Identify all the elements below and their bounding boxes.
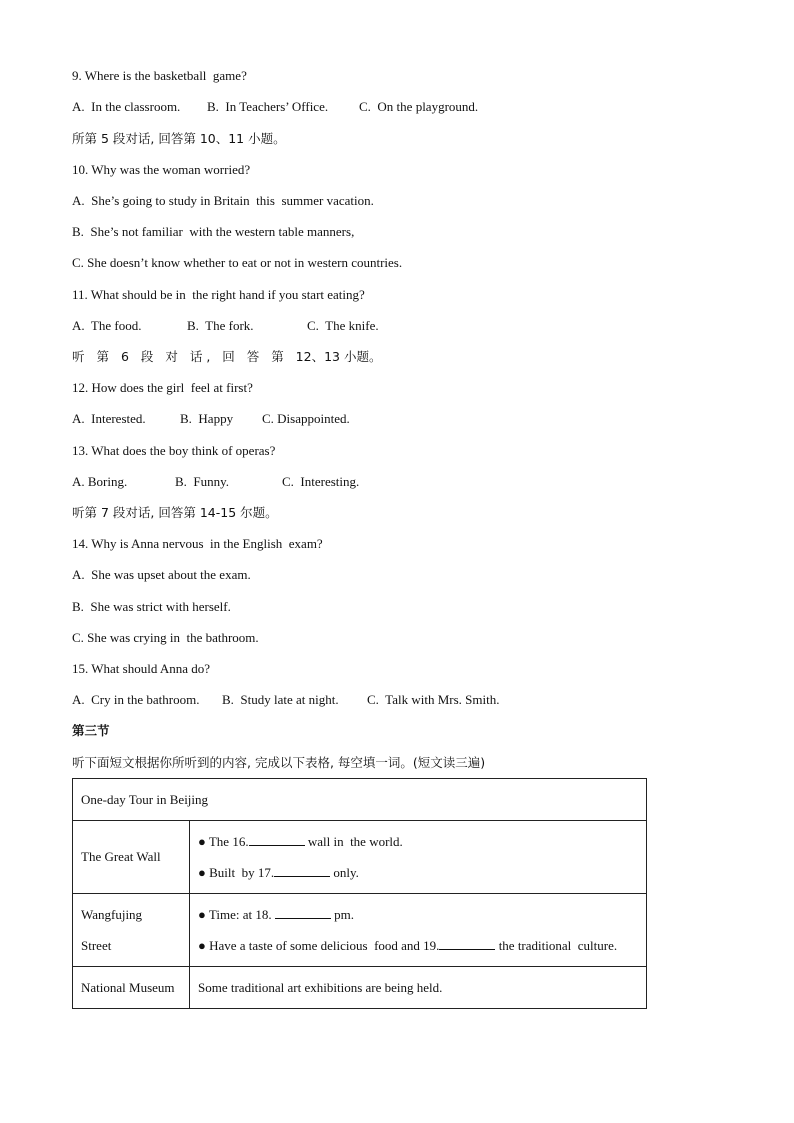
- instruction-dialogue-6-prefix: 听 第 6 段 对 话, 回 答 第: [72, 349, 288, 364]
- wangfujing-label-line-2: Street: [81, 938, 112, 953]
- answer-blank-18[interactable]: [275, 907, 331, 919]
- question-10-stem: 10. Why was the woman worried?: [72, 162, 251, 177]
- question-10-option-a: A. She’s going to study in Britain this summer vacation.: [72, 193, 374, 208]
- table-title: One-day Tour in Beijing: [73, 779, 647, 821]
- instruction-dialogue-5: 所第 5 段对话, 回答第 10、11 小题。: [72, 131, 286, 146]
- table-row: [73, 779, 647, 821]
- blank-16-line: [198, 826, 638, 857]
- table-row: [73, 821, 647, 894]
- question-10-option-c: C. She doesn’t know whether to eat or not in western countries.: [72, 255, 403, 270]
- instruction-dialogue-7: 听第 7 段对话, 回答第 14-15 尔题。: [72, 505, 278, 520]
- question-13-stem: 13. What does the boy think of operas?: [72, 443, 276, 458]
- question-12-option-a: A. Interested.: [72, 411, 146, 426]
- question-13-option-a: A. Boring.: [72, 474, 128, 489]
- question-10-option-b: B. She’s not familiar with the western table manners,: [72, 224, 355, 239]
- wangfujing-details: [190, 894, 647, 967]
- blank-19-suffix: the traditional culture.: [495, 938, 618, 953]
- question-11-option-b: B. The fork.: [187, 318, 254, 333]
- blank-18-suffix: pm.: [330, 907, 354, 922]
- question-15-stem: 15. What should Anna do?: [72, 661, 211, 676]
- question-11-option-a: A. The food.: [72, 318, 142, 333]
- wangfujing-label: [73, 894, 190, 967]
- blank-17-line: [198, 857, 638, 888]
- question-11-option-c: C. The knife.: [307, 318, 379, 333]
- question-14-option-b: B. She was strict with herself.: [72, 599, 231, 614]
- question-11-stem: 11. What should be in the right hand if you start eating?: [72, 287, 365, 302]
- blank-18-prefix: ● Time: at 18.: [198, 907, 275, 922]
- table-row: [73, 967, 647, 1009]
- instruction-dialogue-6: [72, 349, 381, 365]
- museum-details: Some traditional art exhibitions are being held.: [190, 967, 647, 1009]
- question-9-option-a: A. In the classroom.: [72, 99, 181, 114]
- table-row: [73, 894, 647, 967]
- blank-16-suffix: wall in the world.: [304, 834, 403, 849]
- blank-19-line: [198, 930, 638, 961]
- great-wall-details: [190, 821, 647, 894]
- question-15-option-b: B. Study late at night.: [222, 692, 339, 707]
- answer-blank-16[interactable]: [249, 834, 305, 846]
- answer-blank-17[interactable]: [274, 865, 330, 877]
- blank-19-prefix: ● Have a taste of some delicious food and 19.: [198, 938, 440, 953]
- question-13-option-b: B. Funny.: [175, 474, 230, 489]
- question-9-option-c: C. On the playground.: [359, 99, 479, 114]
- instruction-dialogue-6-suffix: 12、13 小题。: [295, 349, 382, 364]
- question-14-option-c: C. She was crying in the bathroom.: [72, 630, 259, 645]
- question-12-stem: 12. How does the girl feel at first?: [72, 380, 253, 395]
- great-wall-label: The Great Wall: [73, 821, 190, 894]
- blank-17-suffix: only.: [330, 865, 359, 880]
- section-3-instruction: 听下面短文根据你所听到的内容, 完成以下表格, 每空填一词。(短文读三遍): [72, 755, 486, 770]
- question-14-option-a: A. She was upset about the exam.: [72, 567, 251, 582]
- question-13-option-c: C. Interesting.: [282, 474, 360, 489]
- section-3-heading: 第三节: [72, 723, 110, 738]
- wangfujing-label-line-1: Wangfujing: [81, 907, 143, 922]
- question-14-stem: 14. Why is Anna nervous in the English exam?: [72, 536, 323, 551]
- answer-blank-19[interactable]: [439, 938, 495, 950]
- question-12-option-b: B. Happy: [180, 411, 234, 426]
- question-15-option-c: C. Talk with Mrs. Smith.: [367, 692, 500, 707]
- museum-label: National Museum: [73, 967, 190, 1009]
- blank-18-line: [198, 899, 638, 930]
- tour-table: [72, 778, 647, 1009]
- blank-16-prefix: ● The 16.: [198, 834, 249, 849]
- question-9-stem: 9. Where is the basketball game?: [72, 68, 247, 83]
- question-15-option-a: A. Cry in the bathroom.: [72, 692, 200, 707]
- question-9-option-b: B. In Teachers’ Office.: [207, 99, 329, 114]
- question-12-option-c: C. Disappointed.: [262, 411, 350, 426]
- blank-17-prefix: ● Built by 17.: [198, 865, 275, 880]
